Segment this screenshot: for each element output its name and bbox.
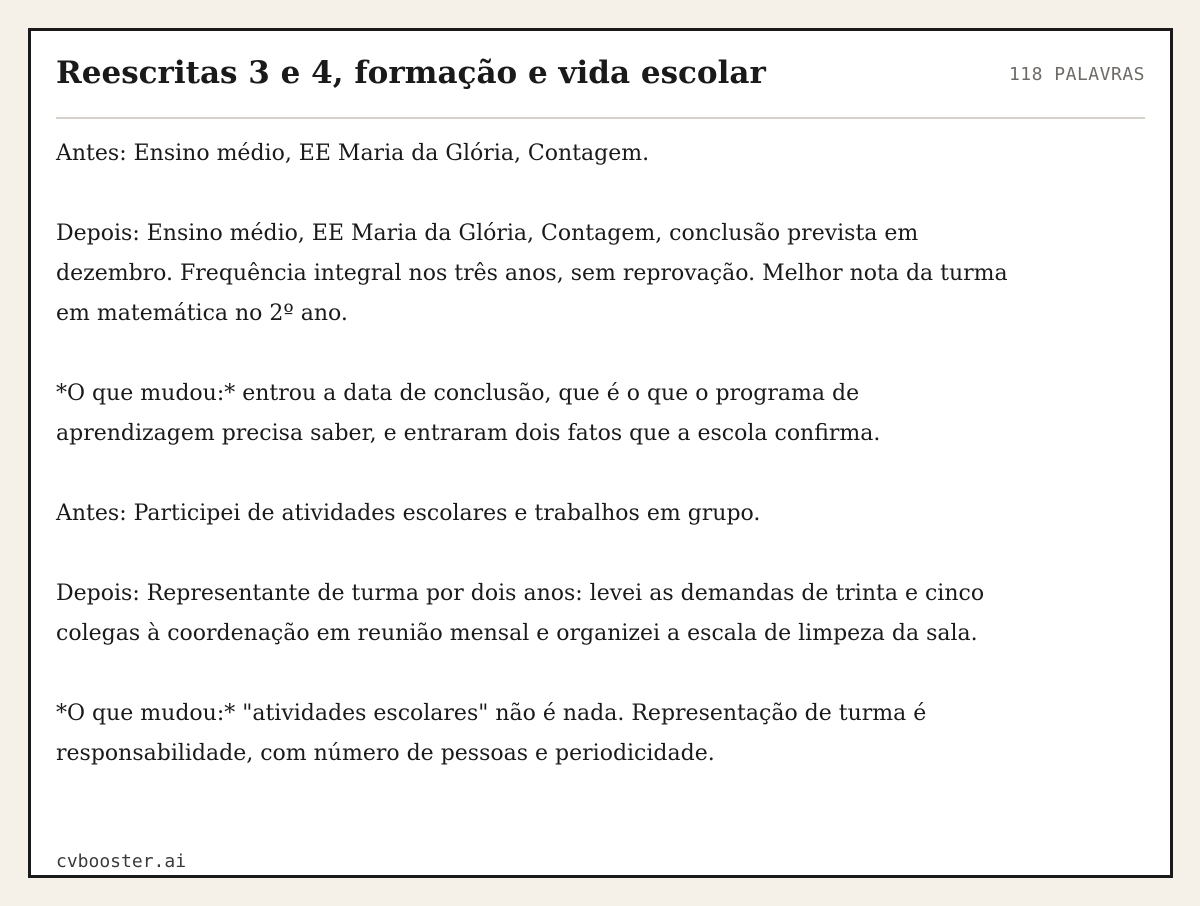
brand-footer: cvbooster.ai [56, 851, 187, 872]
document-card [28, 28, 1173, 878]
paragraph-after-school-life: Depois: Representante de turma por dois anos: levei as demandas de trinta e cinco colegas à coordenação em reunião mensal e organizei a escala de limpeza da sala. [56, 581, 985, 646]
word-count-label: 118 PALAVRAS [1008, 64, 1145, 85]
document-header [56, 31, 1145, 119]
paragraph-what-changed-school-life: *O que mudou:* "atividades escolares" não é nada. Representação de turma é responsabilidade, com número de pessoas e periodicidade. [56, 701, 927, 766]
paragraph-what-changed-education: *O que mudou:* entrou a data de conclusão, que é o que o programa de aprendizagem precisa saber, e entraram dois fatos que a escola confirma. [56, 381, 881, 446]
paragraph-after-education: Depois: Ensino médio, EE Maria da Glória, Contagem, conclusão prevista em dezembro. Frequência integral nos três anos, sem reprovação. Melhor nota da turma em matemática no 2º ano. [56, 221, 1008, 326]
paragraph-before-education: Antes: Ensino médio, EE Maria da Glória, Contagem. [56, 141, 650, 166]
paragraph-before-school-life: Antes: Participei de atividades escolares e trabalhos em grupo. [56, 501, 761, 526]
document-body [56, 134, 1016, 774]
document-title: Reescritas 3 e 4, formação e vida escolar [56, 55, 766, 91]
